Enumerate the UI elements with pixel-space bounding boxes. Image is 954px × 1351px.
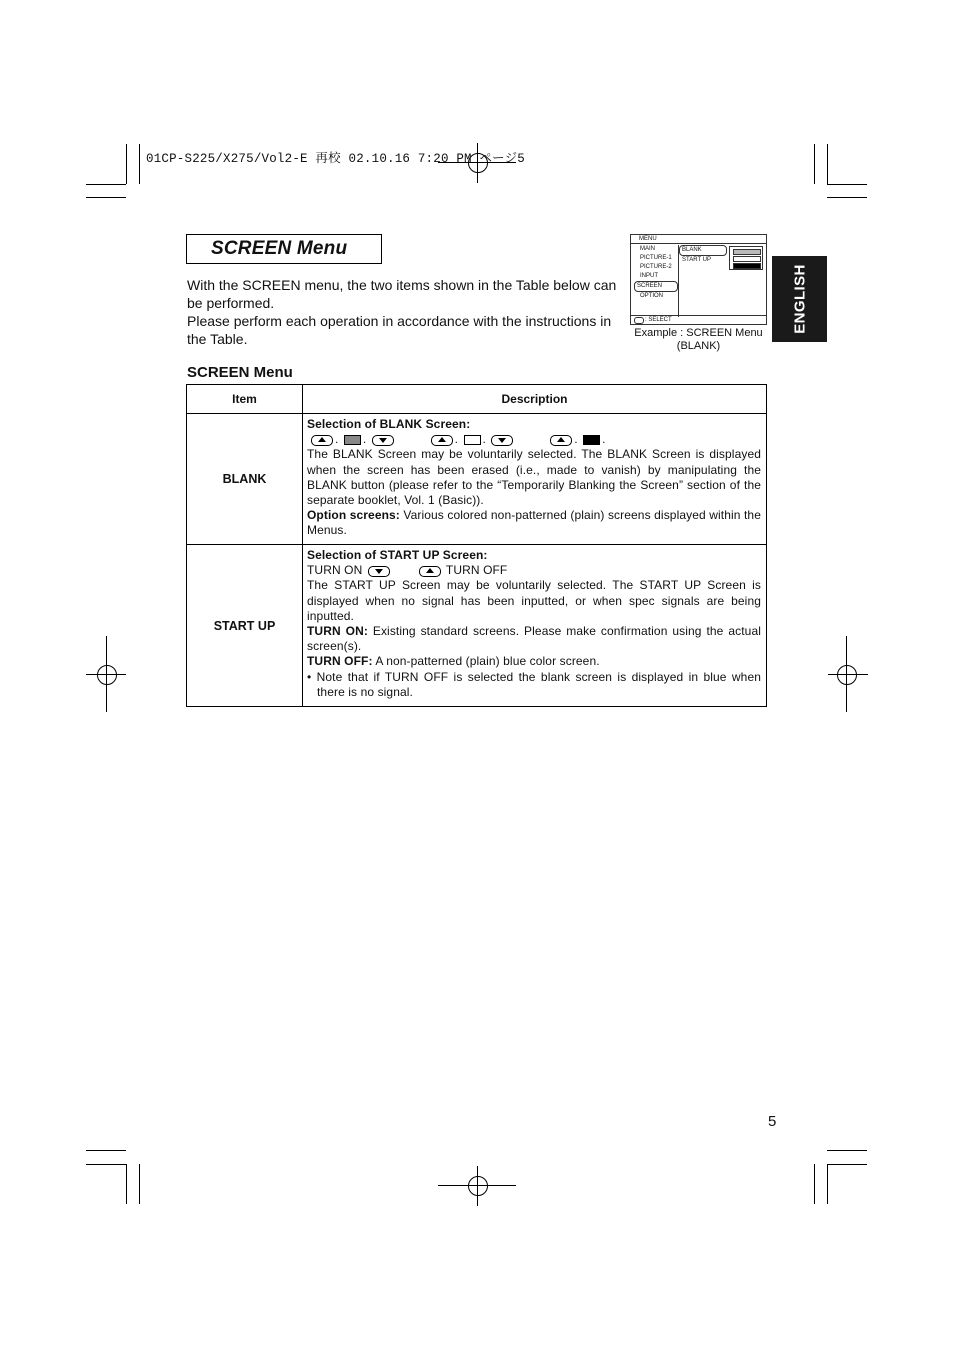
row-note: • Note that if TURN OFF is selected the blank screen is displayed in blue when there is no signal.: [307, 669, 761, 699]
select-icon: [634, 317, 644, 324]
crop-mark: [814, 144, 815, 184]
menu-item: OPTION: [640, 293, 664, 299]
table-header-row: [187, 385, 767, 414]
gray-screen-icon: [344, 435, 361, 445]
page-number: 5: [768, 1113, 777, 1130]
crop-mark: [814, 1164, 815, 1204]
white-screen-icon: [464, 435, 481, 445]
row-text: [307, 654, 761, 669]
registration-circle: [837, 665, 857, 685]
menu-item: PICTURE-2: [640, 264, 672, 270]
row-label: TURN OFF:: [307, 654, 373, 669]
print-header: 01CP-S225/X275/Vol2-E 再校 02.10.16 7:20 PM ページ5: [146, 152, 526, 166]
down-arrow-button-icon: [491, 435, 513, 446]
down-arrow-button-icon: [372, 435, 394, 446]
blank-sequence: . . . . . .: [307, 432, 761, 447]
menu-footer-text: : SELECT: [645, 317, 672, 323]
page-title: SCREEN Menu: [211, 238, 348, 259]
row-label-text: A non-patterned (plain) blue color screen.: [372, 654, 600, 669]
menu-subitem-selected: BLANK: [679, 245, 727, 256]
description-cell: [303, 545, 767, 707]
menu-item: INPUT: [640, 273, 658, 279]
menu-footer: [631, 315, 766, 324]
menu-subitem: START UP: [682, 257, 712, 263]
black-screen-icon: [583, 435, 600, 445]
page-title-box: [186, 234, 382, 264]
language-tab: [772, 256, 827, 342]
menu-right-list: [679, 245, 727, 265]
swatch-black: [733, 263, 761, 269]
swatch-gray: [733, 249, 761, 255]
crop-mark: [86, 1164, 126, 1165]
swatch-white: [733, 256, 761, 262]
header-description: Description: [303, 385, 767, 414]
crop-mark: [86, 197, 126, 198]
intro-text: [187, 276, 617, 348]
row-label: Option screens:: [307, 508, 400, 523]
registration-circle: [468, 1176, 488, 1196]
table-row: [187, 414, 767, 545]
intro-paragraph: With the SCREEN menu, the two items shown in the Table below can be performed.: [187, 277, 617, 311]
row-text: [307, 508, 761, 538]
menu-caption: [626, 327, 771, 353]
crop-mark: [827, 144, 828, 184]
row-label-text: Existing standard screens. Please make confirmation using the actual screen(s).: [307, 624, 761, 654]
up-arrow-button-icon: [431, 435, 453, 446]
description-cell: [303, 414, 767, 545]
menu-left-list: [634, 245, 679, 317]
crop-mark: [139, 144, 140, 184]
up-arrow-button-icon: [550, 435, 572, 446]
table-row: [187, 545, 767, 707]
menu-item: PICTURE-1: [640, 255, 672, 261]
row-heading: Selection of BLANK Screen:: [307, 417, 471, 431]
up-arrow-button-icon: [311, 435, 333, 446]
crop-mark: [86, 184, 126, 185]
menu-item: MAIN: [640, 246, 655, 252]
menu-bar: MENU: [631, 235, 766, 244]
row-heading: Selection of START UP Screen:: [307, 548, 488, 562]
crop-mark: [827, 1164, 828, 1204]
caption-line: (BLANK): [676, 340, 721, 352]
crop-mark: [126, 144, 127, 184]
intro-paragraph: Please perform each operation in accordance with the instructions in the Table.: [187, 313, 612, 347]
up-arrow-button-icon: [419, 566, 441, 577]
color-swatches: [729, 246, 763, 270]
turn-off-label: TURN OFF: [445, 563, 508, 578]
crop-mark: [827, 1150, 867, 1151]
row-label: TURN ON:: [307, 624, 368, 639]
row-text: The START UP Screen may be voluntarily selected. The START UP Screen is displayed when no signal has been inputted, or when spec signals are being inputted.: [307, 578, 761, 623]
crop-mark: [86, 1150, 126, 1151]
crop-mark: [126, 1164, 127, 1204]
screen-menu-table: [186, 384, 767, 707]
section-title: SCREEN Menu: [187, 364, 293, 381]
menu-example-screen: [630, 234, 767, 325]
row-text: [307, 624, 761, 654]
registration-circle: [97, 665, 117, 685]
crop-mark: [827, 197, 867, 198]
language-tab-label: ENGLISH: [791, 264, 808, 334]
item-cell: START UP: [187, 545, 303, 707]
crop-mark: [827, 184, 867, 185]
crop-mark: [827, 1164, 867, 1165]
down-arrow-button-icon: [368, 566, 390, 577]
startup-sequence: [307, 563, 761, 578]
row-label-text: Various colored non-patterned (plain) screens displayed within the Menus.: [307, 508, 761, 538]
row-text: The BLANK Screen may be voluntarily selected. The BLANK Screen is displayed when the screen has been erased (i.e., made to vanish) by manipulating the BLANK button (please refer to the “Temporarily Blanking the Screen” section of the separate booklet, Vol. 1 (Basic)).: [307, 447, 761, 508]
menu-item-selected: SCREEN: [634, 281, 678, 292]
item-cell: BLANK: [187, 414, 303, 545]
header-item: Item: [187, 385, 303, 414]
turn-on-label: TURN ON: [307, 563, 363, 578]
crop-mark: [139, 1164, 140, 1204]
caption-line: Example : SCREEN Menu: [634, 327, 763, 339]
